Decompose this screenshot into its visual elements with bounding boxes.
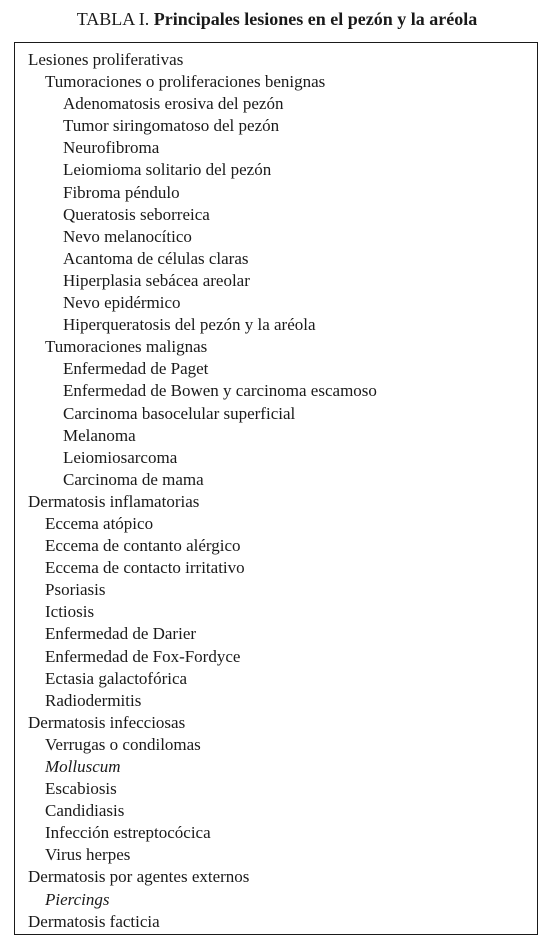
lesion-row: Hiperplasia sebácea areolar <box>63 270 250 290</box>
subcategory-row: Enfermedad de Fox-Fordyce <box>45 646 241 666</box>
subcategory-row: Ictiosis <box>45 602 95 622</box>
subcategory-row: Piercings <box>45 889 110 909</box>
subcategory-row: Psoriasis <box>45 580 106 600</box>
lesion-row: Fibroma péndulo <box>63 182 180 202</box>
lesions-list <box>15 49 537 933</box>
lesion-row: Tumor siringomatoso del pezón <box>63 116 280 136</box>
lesion-row: Acantoma de células claras <box>63 248 249 268</box>
lesion-row: Neurofibroma <box>63 138 160 158</box>
subcategory-row: Candidiasis <box>45 801 125 821</box>
lesion-row: Hiperqueratosis del pezón y la aréola <box>63 315 316 335</box>
lesion-row: Enfermedad de Bowen y carcinoma escamoso <box>63 381 377 401</box>
subcategory-row: Eccema de contacto irritativo <box>45 558 245 578</box>
lesion-row: Nevo melanocítico <box>63 226 192 246</box>
lesion-row: Queratosis seborreica <box>63 204 210 224</box>
lesion-row: Leiomiosarcoma <box>63 447 178 467</box>
category-row: Dermatosis por agentes externos <box>28 867 250 887</box>
subcategory-row: Molluscum <box>45 757 121 776</box>
subcategory-row: Virus herpes <box>45 845 131 865</box>
subcategory-row: Tumoraciones malignas <box>45 337 208 357</box>
table-number: TABLA I. <box>76 9 150 29</box>
subcategory-row: Enfermedad de Darier <box>45 624 197 644</box>
lesion-row: Melanoma <box>63 425 136 445</box>
category-row: Dermatosis inflamatorias <box>28 491 200 511</box>
category-row: Lesiones proliferativas <box>28 50 184 69</box>
category-row: Dermatosis facticia <box>28 911 160 931</box>
subcategory-row: Eccema atópico <box>45 513 154 533</box>
subcategory-row: Infección estreptocócica <box>45 823 211 843</box>
subcategory-row: Tumoraciones o proliferaciones benignas <box>45 72 326 92</box>
table-caption: Principales lesiones en el pezón y la aréola <box>153 9 478 29</box>
lesion-row: Leiomioma solitario del pezón <box>63 160 272 180</box>
lesion-row: Carcinoma basocelular superficial <box>63 403 296 423</box>
lesion-row: Carcinoma de mama <box>63 469 204 489</box>
lesion-row: Adenomatosis erosiva del pezón <box>63 94 284 114</box>
category-row: Dermatosis infecciosas <box>28 712 186 732</box>
lesion-row: Enfermedad de Paget <box>63 359 209 379</box>
subcategory-row: Eccema de contanto alérgico <box>45 536 241 556</box>
table-title <box>0 8 554 30</box>
subcategory-row: Ectasia galactofórica <box>45 668 188 688</box>
subcategory-row: Radiodermitis <box>45 690 142 710</box>
lesion-row: Nevo epidérmico <box>63 293 181 313</box>
subcategory-row: Escabiosis <box>45 779 117 799</box>
lesions-table <box>14 42 538 935</box>
subcategory-row: Verrugas o condilomas <box>45 734 201 754</box>
